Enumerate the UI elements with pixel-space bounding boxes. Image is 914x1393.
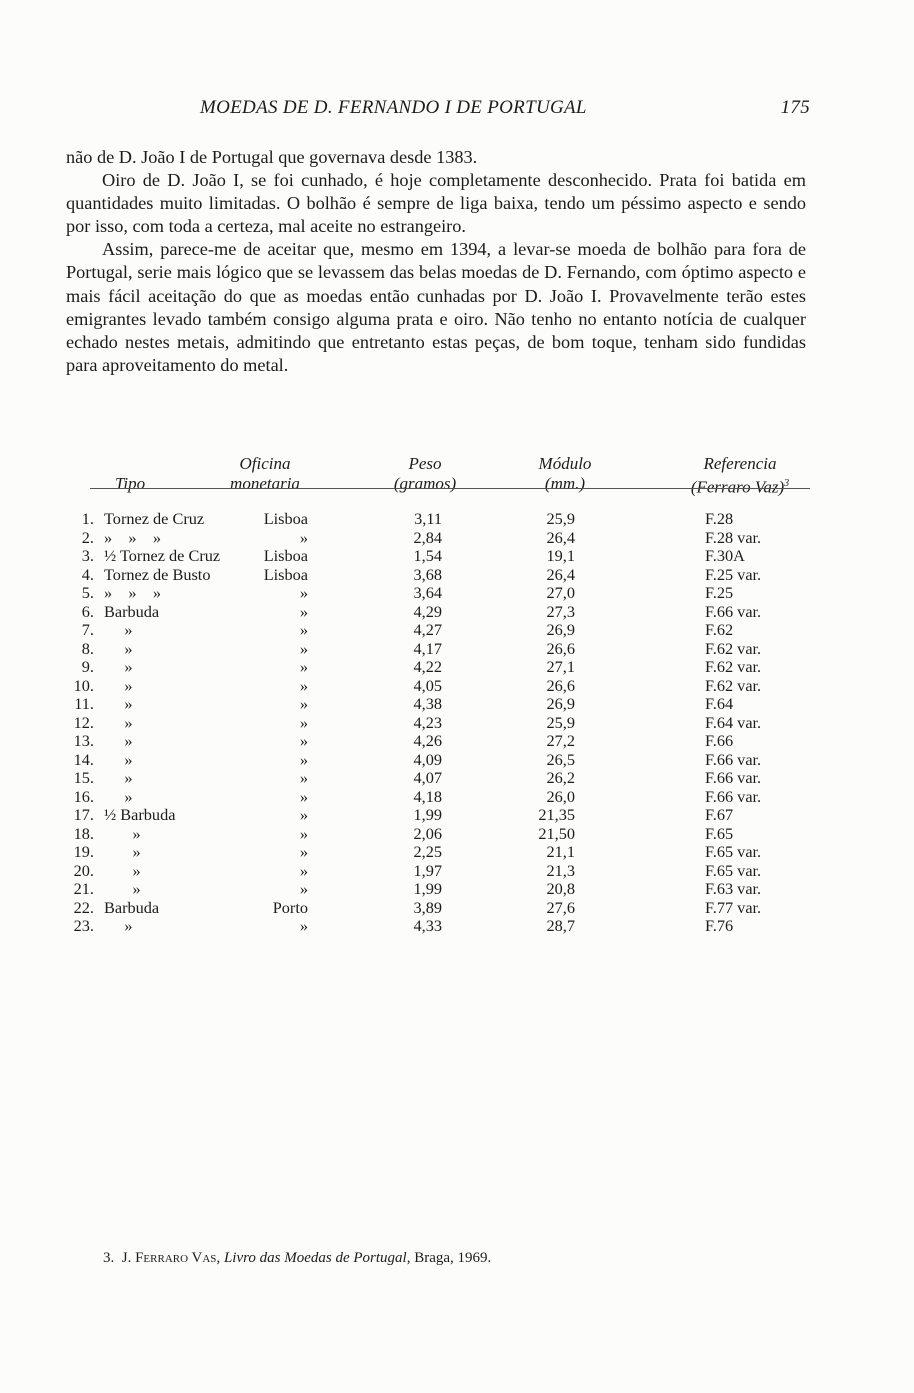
table-row [0,732,914,751]
row-modulo: 26,9 [546,620,575,639]
row-tipo: » [104,620,133,639]
row-modulo: 27,1 [546,657,575,676]
table-row [0,825,914,844]
header-ref-text: (Ferraro Vaz) [690,477,785,497]
row-number: 4. [81,564,94,584]
row-referencia: F.62 [705,620,734,639]
row-modulo: 26,9 [546,694,575,713]
row-peso: 3,89 [413,897,442,917]
row-peso: 4,38 [413,694,442,713]
row-number: 3. [81,546,94,565]
row-tipo: » » » [104,527,161,547]
row-oficina: » [299,620,308,639]
header-peso-line1: Peso [408,454,442,473]
running-header [200,97,810,123]
row-modulo: 26,0 [546,786,575,806]
row-tipo: » [104,675,133,695]
footnote-work: Livro das Moedas de Portugal [223,1250,407,1266]
row-peso: 4,27 [413,620,442,639]
row-modulo: 26,5 [546,749,575,769]
row-peso: 1,54 [413,546,442,565]
table-row [0,714,914,733]
row-oficina: » [299,694,308,713]
row-oficina: Lisboa [263,564,308,584]
row-oficina: » [299,601,308,621]
table-row [0,769,914,788]
row-modulo: 27,3 [546,601,575,621]
row-peso: 4,26 [413,731,442,750]
row-peso: 4,29 [413,601,442,621]
row-referencia: F.64 [705,694,734,713]
row-oficina: » [299,842,308,861]
table-row [0,788,914,807]
row-peso: 2,06 [413,823,442,843]
table-row [0,621,914,640]
row-modulo: 25,9 [546,712,575,732]
table-row [0,603,914,622]
row-tipo: ½ Barbuda [104,805,176,824]
row-oficina: Lisboa [263,546,308,565]
row-oficina: » [299,786,308,806]
table-row [0,584,914,603]
row-modulo: 20,8 [546,879,575,898]
table-row [0,880,914,899]
table-row [0,566,914,585]
row-peso: 2,84 [413,527,442,547]
row-number: 21. [73,879,94,898]
row-referencia: F.63 var. [705,879,762,898]
row-oficina: » [299,527,308,547]
row-referencia: F.25 [705,583,734,602]
row-number: 16. [73,786,94,806]
table-row [0,917,914,936]
row-peso: 3,68 [413,564,442,584]
row-peso: 4,22 [413,657,442,676]
row-number: 2. [81,527,94,547]
row-number: 8. [81,638,94,658]
paragraph: Assim, parece-me de aceitar que, mesmo em 1394, a levar-se moeda de bolhão para fora de Portugal, serie mais lógico que se levassem das belas moedas de D. Fernando, com óptimo aspecto e mais fácil aceitação do que as moedas então cunhadas por D. João I. Provavelmente terão estes emigrantes levado também consigo alguma prata e oiro. Não tenho no entanto notícia de cualquer echado nestes metais, admitindo que entretanto estas peças, de bom toque, tenham sido fundidas para aproveitamento do metal. [66,239,806,375]
row-tipo: » [104,879,141,898]
paragraph: não de D. João I de Portugal que governava desde 1383. [66,147,478,167]
table-row [0,529,914,548]
row-peso: 4,23 [413,712,442,732]
header-oficina-line1: Oficina [239,454,291,473]
row-oficina: » [299,768,308,787]
row-number: 11. [74,694,94,713]
table-row [0,806,914,825]
row-peso: 1,97 [413,860,442,880]
row-peso: 4,07 [413,768,442,787]
row-modulo: 26,2 [546,768,575,787]
row-tipo: » [104,657,133,676]
table-row [0,899,914,918]
table-row [0,843,914,862]
row-referencia: F.76 [705,916,734,935]
footnote-number: 3. [103,1250,115,1266]
table-row [0,862,914,881]
row-number: 12. [73,712,94,732]
row-number: 10. [73,675,94,695]
footnote-marker: 3 [784,478,790,489]
row-modulo: 27,2 [546,731,575,750]
header-peso-line2: (gramos) [393,474,457,493]
row-modulo: 28,7 [546,916,575,935]
row-number: 18. [73,823,94,843]
running-title: MOEDAS DE D. FERNANDO I DE PORTUGAL [200,97,587,118]
header-modulo-line1: Módulo [538,454,592,473]
row-oficina: » [299,712,308,732]
row-peso: 3,11 [414,509,442,528]
row-tipo: ½ Tornez de Cruz [104,546,221,565]
row-tipo: » » » [104,583,161,602]
row-oficina: » [299,749,308,769]
row-modulo: 21,1 [546,842,575,861]
row-tipo: Barbuda [104,601,160,621]
row-tipo: Tornez de Busto [104,564,211,584]
footnote: 3. J. Ferraro Vas, Livro das Moedas de Portugal, Braga, 1969. [103,1250,492,1266]
table-header-rule [90,488,810,489]
row-modulo: 19,1 [546,546,575,565]
footnote-initial: J. [121,1250,132,1266]
header-ref-line2 [660,474,820,498]
row-referencia: F.65 [705,823,734,843]
header-tipo [100,474,160,494]
row-peso: 4,17 [413,638,442,658]
header-ref-line1: Referencia [703,454,777,473]
row-referencia: F.28 var. [705,527,762,547]
row-referencia: F.66 var. [705,601,762,621]
row-modulo: 27,6 [546,897,575,917]
header-referencia [660,454,820,498]
body-text [66,146,806,377]
coin-table [0,510,914,936]
row-number: 5. [81,583,94,602]
row-referencia: F.66 var. [705,749,762,769]
row-modulo: 26,4 [546,564,575,584]
row-modulo: 21,35 [538,805,575,824]
row-number: 1. [81,509,94,528]
row-referencia: F.62 var. [705,675,762,695]
table-row [0,695,914,714]
row-referencia: F.65 var. [705,860,762,880]
header-oficina-line2: monetaria [230,474,300,493]
table-row [0,751,914,770]
row-tipo: » [104,860,141,880]
row-referencia: F.77 var. [705,897,762,917]
row-referencia: F.28 [705,509,734,528]
header-modulo-line2: (mm.) [544,474,586,493]
paragraph: Oiro de D. João I, se foi cunhado, é hoje completamente desconhecido. Prata foi batida em quantidades muito limitadas. O bolhão é sempre de liga baixa, tendo um péssimo aspecto e sendo por isso, com toda a certeza, mal aceite no estrangeiro. [66,170,806,237]
row-oficina: Porto [272,897,308,917]
row-oficina: Lisboa [263,509,308,528]
row-number: 13. [73,731,94,750]
row-referencia: F.62 var. [705,657,762,676]
row-modulo: 25,9 [546,509,575,528]
row-tipo: Tornez de Cruz [104,509,205,528]
row-referencia: F.66 var. [705,786,762,806]
row-oficina: » [299,823,308,843]
row-referencia: F.30A [705,546,745,565]
row-peso: 4,05 [413,675,442,695]
row-modulo: 27,0 [546,583,575,602]
row-tipo: » [104,749,133,769]
row-tipo: » [104,731,133,750]
row-referencia: F.65 var. [705,842,762,861]
row-tipo: » [104,823,141,843]
row-peso: 1,99 [413,879,442,898]
row-referencia: F.67 [705,805,734,824]
row-oficina: » [299,638,308,658]
row-modulo: 21,3 [546,860,575,880]
row-modulo: 26,4 [546,527,575,547]
header-tipo-label: Tipo [114,474,146,493]
row-tipo: » [104,638,133,658]
row-tipo: » [104,712,133,732]
page-number: 175 [780,97,810,118]
row-referencia: F.64 var. [705,712,762,732]
row-oficina: » [299,879,308,898]
row-oficina: » [299,805,308,824]
row-number: 17. [73,805,94,824]
row-referencia: F.66 var. [705,768,762,787]
row-oficina: » [299,731,308,750]
row-oficina: » [299,675,308,695]
row-oficina: » [299,860,308,880]
row-number: 14. [73,749,94,769]
row-referencia: F.25 var. [705,564,762,584]
row-referencia: F.62 var. [705,638,762,658]
table-row [0,640,914,659]
footnote-rest: , Braga, 1969. [406,1250,492,1266]
row-peso: 4,09 [413,749,442,769]
table-row [0,658,914,677]
table-row [0,677,914,696]
row-tipo: Barbuda [104,897,160,917]
row-tipo: » [104,842,141,861]
row-peso: 2,25 [413,842,442,861]
table-row [0,547,914,566]
row-peso: 1,99 [413,805,442,824]
row-number: 9. [81,657,94,676]
footnote-author: Ferraro Vas [135,1250,217,1266]
row-number: 22. [73,897,94,917]
row-number: 6. [81,601,94,621]
row-modulo: 21,50 [538,823,575,843]
row-modulo: 26,6 [546,675,575,695]
row-number: 20. [73,860,94,880]
row-tipo: » [104,916,133,935]
row-tipo: » [104,694,133,713]
row-peso: 4,18 [413,786,442,806]
row-oficina: » [299,657,308,676]
row-peso: 4,33 [413,916,442,935]
row-number: 19. [73,842,94,861]
row-modulo: 26,6 [546,638,575,658]
row-tipo: » [104,768,133,787]
row-oficina: » [299,583,308,602]
row-referencia: F.66 [705,731,734,750]
table-row [0,510,914,529]
row-number: 23. [73,916,94,935]
row-tipo: » [104,786,133,806]
row-oficina: » [299,916,308,935]
row-number: 7. [81,620,94,639]
row-number: 15. [73,768,94,787]
row-peso: 3,64 [413,583,442,602]
